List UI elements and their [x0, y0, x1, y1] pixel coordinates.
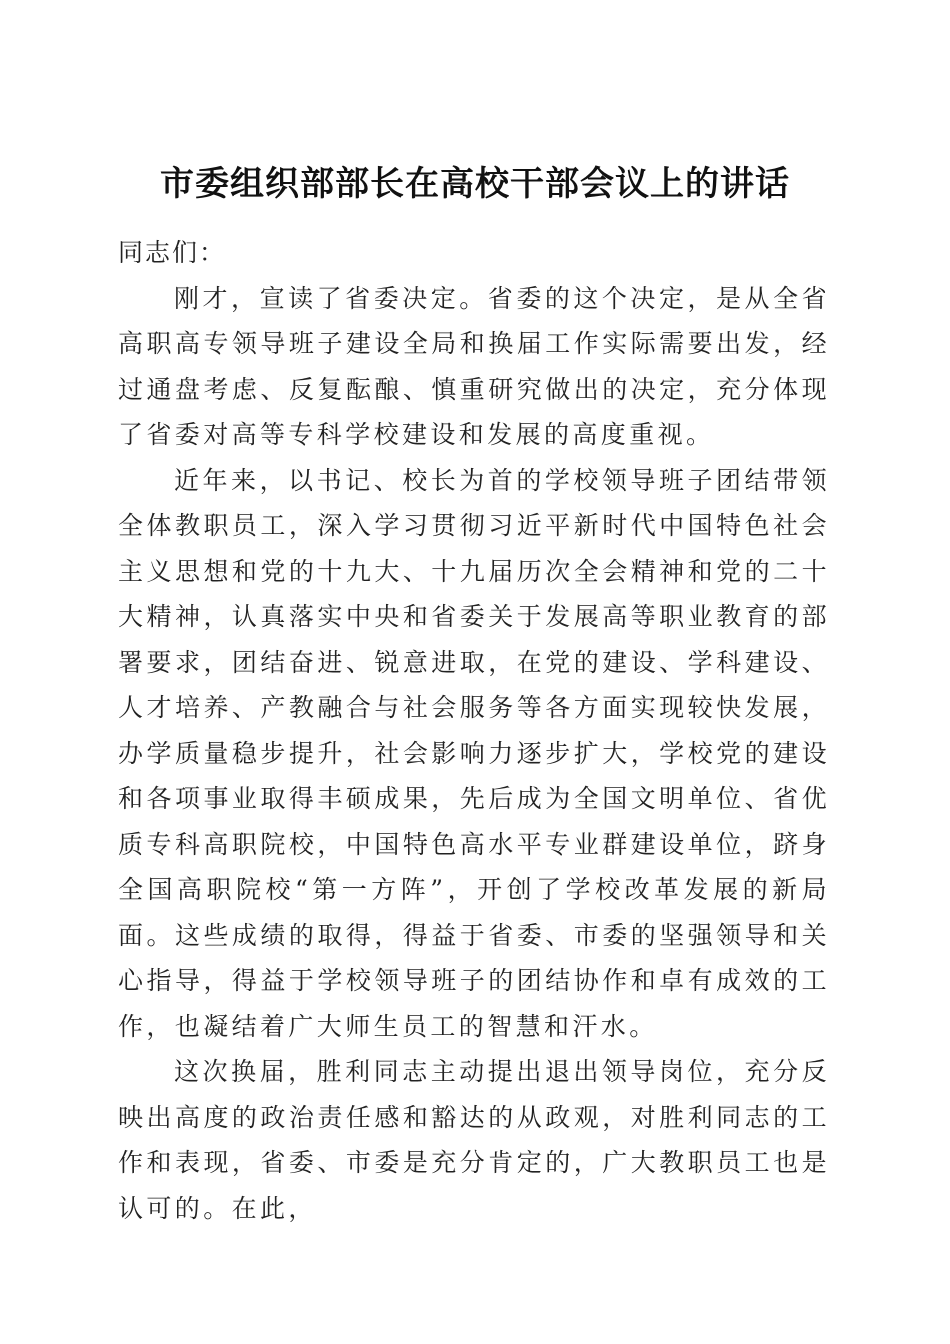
- paragraph-2: 近年来，以书记、校长为首的学校领导班子团结带领全体教职员工，深入学习贯彻习近平新时代中国特色社会主义思想和党的十九大、十九届历次全会精神和党的二十大精神，认真落实中央和省委关于发展高等职业教育的部署要求，团结奋进、锐意进取，在党的建设、学科建设、人才培养、产教融合与社会服务等各方面实现较快发展，办学质量稳步提升，社会影响力逐步扩大，学校党的建设和各项事业取得丰硕成果，先后成为全国文明单位、省优质专科高职院校，中国特色高水平专业群建设单位，跻身全国高职院校“第一方阵”，开创了学校改革发展的新局面。这些成绩的取得，得益于省委、市委的坚强领导和关心指导，得益于学校领导班子的团结协作和卓有成效的工作，也凝结着广大师生员工的智慧和汗水。: [118, 465, 830, 1041]
- page-title: 市委组织部部长在高校干部会议上的讲话: [160, 163, 790, 204]
- paragraph-3: 这次换届，胜利同志主动提出退出领导岗位，充分反映出高度的政治责任感和豁达的从政观，对胜利同志的工作和表现，省委、市委是充分肯定的，广大教职员工也是认可的。在此，: [118, 1057, 830, 1223]
- speech-body: [118, 230, 830, 1231]
- salutation: 同志们：: [118, 238, 227, 267]
- paragraph-1: 刚才，宣读了省委决定。省委的这个决定，是从全省高职高专领导班子建设全局和换届工作实际需要出发，经过通盘考虑、反复酝酿、慎重研究做出的决定，充分体现了省委对高等专科学校建设和发展的高度重视。: [118, 283, 830, 449]
